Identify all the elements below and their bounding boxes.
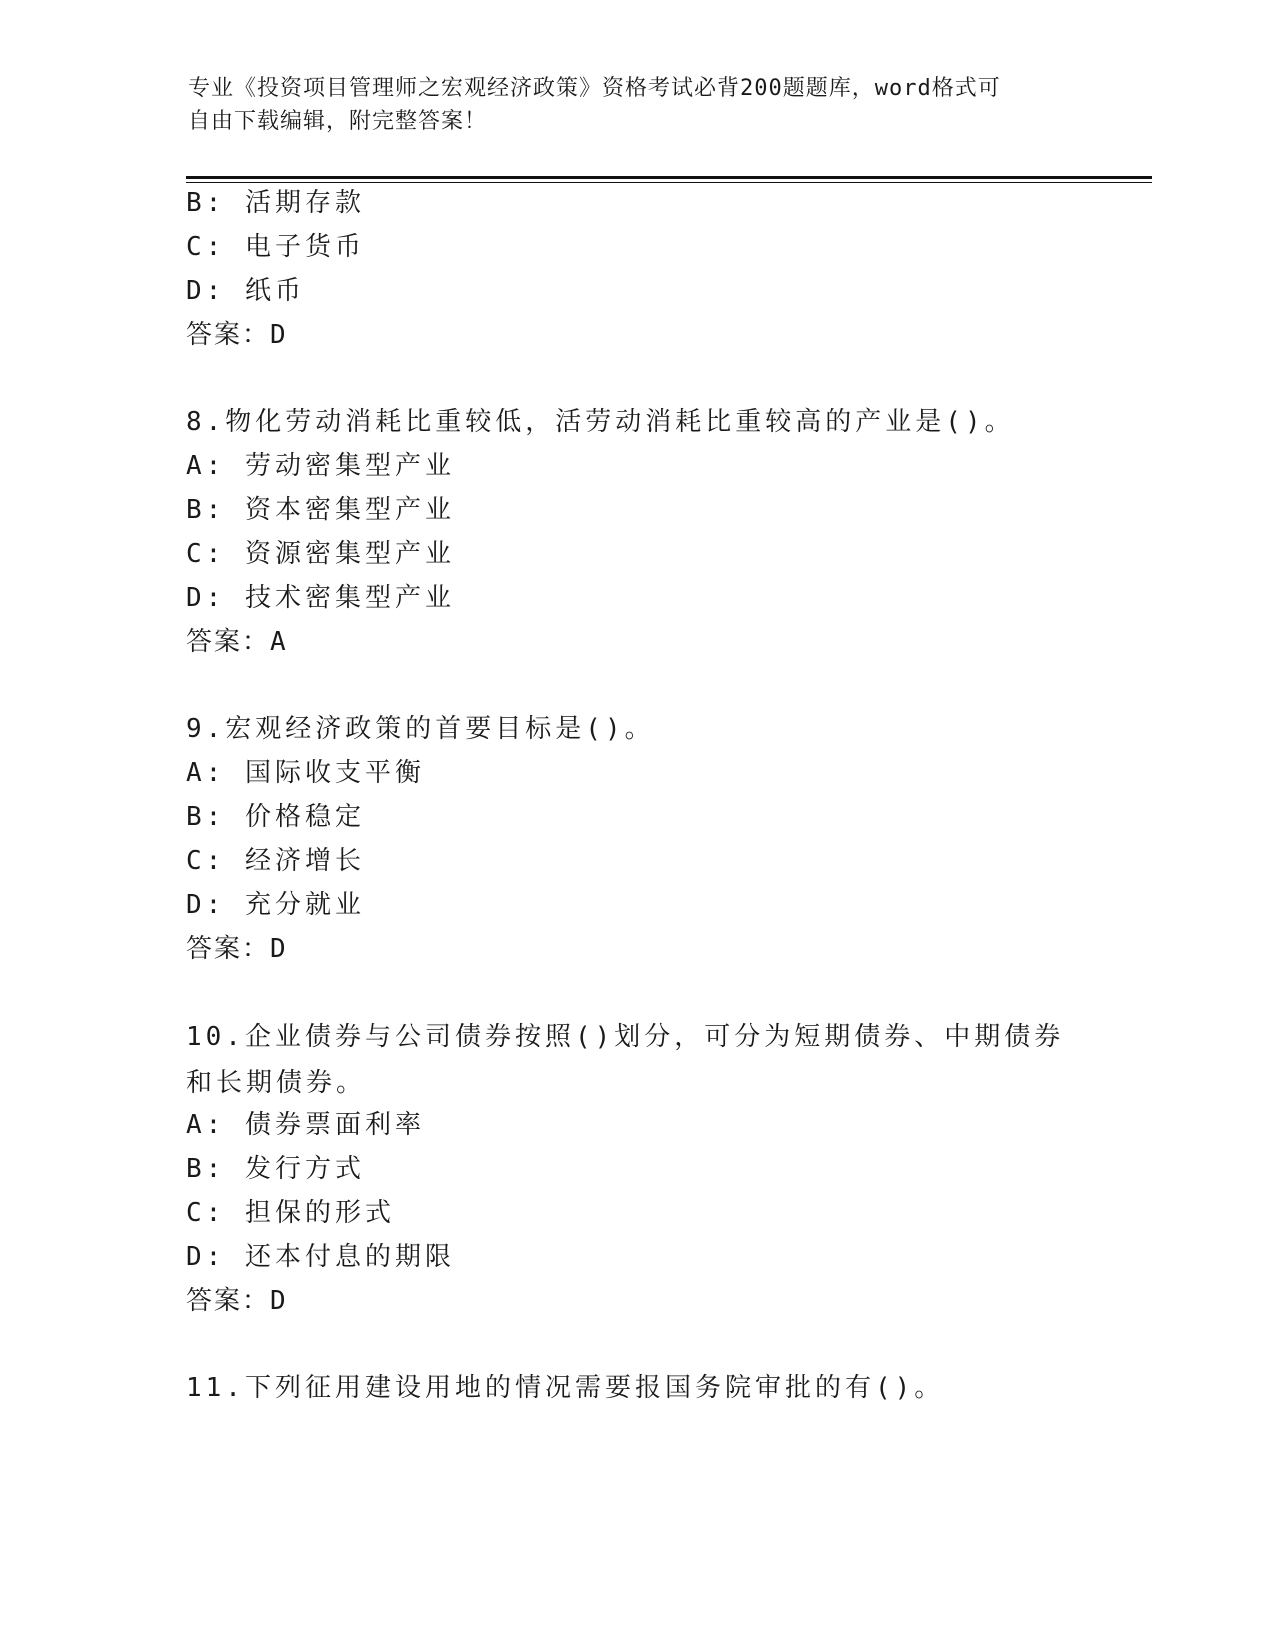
q10-answer: 答案：D: [186, 1286, 288, 1316]
q10-stem: 10.企业债券与公司债券按照()划分，可分为短期债券、中期债券和长期债券。: [186, 1022, 1065, 1098]
header-line-2: 自由下载编辑，附完整答案！: [188, 109, 488, 134]
q8-option-d: D: 技术密集型产业: [186, 583, 455, 613]
document-header: [188, 72, 1088, 138]
q9-stem: 9.宏观经济政策的首要目标是()。: [186, 714, 655, 744]
q7-option-d: D: 纸币: [186, 276, 305, 306]
q10-option-a: A: 债券票面利率: [186, 1110, 425, 1140]
header-divider-thick: [186, 176, 1152, 179]
q9-option-a: A: 国际收支平衡: [186, 758, 425, 788]
q10-option-d: D: 还本付息的期限: [186, 1242, 455, 1272]
q9-answer: 答案：D: [186, 934, 288, 964]
q8-option-b: B: 资本密集型产业: [186, 495, 455, 525]
q10-option-b: B: 发行方式: [186, 1154, 365, 1184]
q8-option-a: A: 劳动密集型产业: [186, 451, 455, 481]
q8-stem: 8.物化劳动消耗比重较低，活劳动消耗比重较高的产业是()。: [186, 407, 1015, 437]
q10-option-c: C: 担保的形式: [186, 1198, 395, 1228]
q9-option-c: C: 经济增长: [186, 846, 365, 876]
q9-option-b: B: 价格稳定: [186, 802, 365, 832]
header-divider-thin: [186, 182, 1152, 183]
q7-option-b: B: 活期存款: [186, 188, 365, 218]
header-line-1: 专业《投资项目管理师之宏观经济政策》资格考试必背200题题库，word格式可: [188, 76, 1001, 101]
q7-option-c: C: 电子货币: [186, 232, 365, 262]
q8-answer: 答案：A: [186, 627, 288, 657]
q7-answer: 答案：D: [186, 320, 288, 350]
q9-option-d: D: 充分就业: [186, 890, 365, 920]
q8-option-c: C: 资源密集型产业: [186, 539, 455, 569]
q11-stem: 11.下列征用建设用地的情况需要报国务院审批的有()。: [186, 1373, 945, 1403]
